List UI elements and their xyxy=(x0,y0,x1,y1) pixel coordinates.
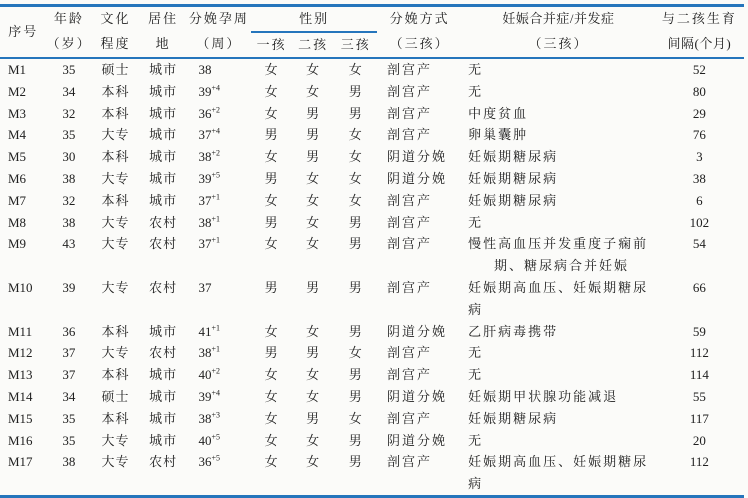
cell-residence: 城市 xyxy=(149,192,178,208)
cell-participant-id: M10 xyxy=(8,279,33,295)
cell-age: 30 xyxy=(62,149,76,165)
table-row xyxy=(0,364,744,386)
cell-age: 32 xyxy=(62,192,76,208)
cell-gender-child1: 女 xyxy=(264,410,279,426)
gestation-days-superscript: +2 xyxy=(211,148,220,158)
cell-complications xyxy=(462,233,655,277)
complication-text-line: 妊娠期糖尿病 xyxy=(468,410,559,426)
cell-delivery-method: 阴道分娩 xyxy=(387,388,448,404)
cell-age: 38 xyxy=(62,170,76,186)
col-header-residence-line2: 地 xyxy=(140,32,187,58)
cell-education: 本科 xyxy=(101,367,130,383)
cell-education: 大专 xyxy=(101,127,130,143)
gestation-weeks-value: 39 xyxy=(198,388,212,404)
cell-gender-child1: 女 xyxy=(264,62,279,77)
cell-complications xyxy=(462,212,655,234)
table-body xyxy=(0,58,744,496)
table-row xyxy=(0,212,744,234)
gestation-weeks-value: 36 xyxy=(198,454,212,470)
cell-gestation-week xyxy=(186,168,251,190)
cell-complications xyxy=(462,277,655,321)
cell-gender-child3: 男 xyxy=(348,388,363,404)
complication-text-line: 无 xyxy=(468,83,484,99)
gestation-days-superscript: +4 xyxy=(211,83,220,93)
cell-gender-child3: 女 xyxy=(348,170,363,186)
complication-text-line: 无 xyxy=(468,367,484,383)
cell-age: 37 xyxy=(62,345,76,361)
cell-birth-interval: 59 xyxy=(692,323,706,339)
cell-complications xyxy=(462,190,655,212)
gestation-weeks-value: 38 xyxy=(198,410,212,426)
cell-residence: 城市 xyxy=(149,170,178,186)
cell-delivery-method: 剖宫产 xyxy=(387,345,433,361)
table-row xyxy=(0,451,744,496)
gestation-weeks-value: 38 xyxy=(198,214,212,230)
cell-gender-child1: 男 xyxy=(264,127,279,143)
cell-age: 34 xyxy=(62,83,76,99)
cell-gender-child2: 女 xyxy=(306,432,321,448)
cell-gender-child3: 女 xyxy=(348,62,363,77)
cell-gender-child2: 女 xyxy=(306,83,321,99)
cell-gender-child1: 男 xyxy=(264,170,279,186)
gestation-weeks-value: 40 xyxy=(198,432,212,448)
cell-birth-interval: 3 xyxy=(696,149,703,165)
cell-residence: 城市 xyxy=(149,105,178,121)
cell-gender-child2: 男 xyxy=(306,127,321,143)
gestation-days-superscript: +2 xyxy=(211,366,220,376)
cell-complications xyxy=(462,321,655,343)
cell-education: 本科 xyxy=(101,149,130,165)
cell-participant-id: M11 xyxy=(8,323,33,339)
gestation-days-superscript: +1 xyxy=(211,192,220,202)
gestation-weeks-value: 36 xyxy=(198,105,212,121)
cell-gender-child1: 女 xyxy=(264,388,279,404)
table-row xyxy=(0,146,744,168)
cell-residence: 城市 xyxy=(149,127,178,143)
complication-text-line: 乙肝病毒携带 xyxy=(468,323,559,339)
cell-gender-child1: 女 xyxy=(264,192,279,208)
gestation-days-superscript: +1 xyxy=(211,345,220,355)
cell-gender-child3: 男 xyxy=(348,279,363,295)
col-header-delivery-line1: 分娩方式 xyxy=(389,11,450,26)
cell-complications xyxy=(462,81,655,103)
cell-birth-interval: 6 xyxy=(696,192,703,208)
cell-gender-child2: 女 xyxy=(306,323,321,339)
table-row xyxy=(0,190,744,212)
gestation-weeks-value: 37 xyxy=(198,127,212,143)
table-header xyxy=(0,6,744,59)
cell-complications xyxy=(462,168,655,190)
cell-gender-child2: 女 xyxy=(306,214,321,230)
col-header-interval-line2: 间隔(个月) xyxy=(655,32,744,58)
cell-education: 本科 xyxy=(101,105,130,121)
cell-gender-child3: 男 xyxy=(348,214,363,230)
cell-birth-interval: 112 xyxy=(689,345,709,361)
cell-gender-child3: 男 xyxy=(348,83,363,99)
cell-delivery-method: 剖宫产 xyxy=(387,454,433,470)
col-header-residence-line1: 居住 xyxy=(148,11,179,26)
cell-participant-id: M1 xyxy=(8,62,27,77)
cell-age: 35 xyxy=(62,62,76,77)
cell-gender-child2: 女 xyxy=(306,170,321,186)
cell-gender-child2: 女 xyxy=(306,367,321,383)
cell-education: 本科 xyxy=(101,410,130,426)
cell-gender-child2: 女 xyxy=(306,62,321,77)
cell-delivery-method: 剖宫产 xyxy=(387,410,433,426)
cell-age: 34 xyxy=(62,388,76,404)
table-row xyxy=(0,81,744,103)
cell-participant-id: M9 xyxy=(8,236,27,252)
cell-gender-child3: 男 xyxy=(348,367,363,383)
cell-age: 32 xyxy=(62,105,76,121)
col-header-delivery-line2: （三孩） xyxy=(377,32,462,58)
cell-participant-id: M15 xyxy=(8,410,33,426)
cell-gestation-week xyxy=(186,451,251,496)
cell-gender-child3: 女 xyxy=(348,410,363,426)
col-header-complications-line2: （三孩） xyxy=(462,32,655,58)
table-row xyxy=(0,233,744,277)
cell-delivery-method: 剖宫产 xyxy=(387,236,433,252)
table-row xyxy=(0,342,744,364)
cell-age: 35 xyxy=(62,127,76,143)
cell-gestation-week xyxy=(186,364,251,386)
gestation-weeks-value: 39 xyxy=(198,83,212,99)
gestation-days-superscript: +3 xyxy=(211,410,220,420)
complication-text-line: 妊娠期糖尿病 xyxy=(468,149,559,165)
cell-gender-child2: 男 xyxy=(306,149,321,165)
cell-delivery-method: 阴道分娩 xyxy=(387,323,448,339)
table-row xyxy=(0,321,744,343)
cell-education: 大专 xyxy=(101,345,130,361)
cell-education: 大专 xyxy=(101,236,130,252)
gestation-weeks-value: 37 xyxy=(198,279,212,295)
cell-participant-id: M2 xyxy=(8,83,27,99)
cell-gender-child3: 女 xyxy=(348,149,363,165)
gestation-days-superscript: +2 xyxy=(211,105,220,115)
cell-complications xyxy=(462,408,655,430)
col-header-gestation-line1: 分娩孕周 xyxy=(188,11,249,26)
cell-age: 35 xyxy=(62,432,76,448)
col-header-gestation-line2: （周） xyxy=(186,32,251,58)
cell-participant-id: M6 xyxy=(8,170,27,186)
cell-birth-interval: 114 xyxy=(689,367,709,383)
cell-education: 大专 xyxy=(101,432,130,448)
cell-gender-child1: 女 xyxy=(264,323,279,339)
cell-participant-id: M8 xyxy=(8,214,27,230)
cell-education: 硕士 xyxy=(101,62,130,77)
cell-delivery-method: 剖宫产 xyxy=(387,192,433,208)
col-header-gender-child3: 三孩 xyxy=(334,32,377,58)
col-header-age-line2: （岁） xyxy=(47,32,92,58)
cell-gender-child3: 男 xyxy=(348,454,363,470)
cell-gestation-week xyxy=(186,212,251,234)
cell-education: 大专 xyxy=(101,214,130,230)
cell-participant-id: M3 xyxy=(8,105,27,121)
cell-gender-child3: 男 xyxy=(348,105,363,121)
cell-residence: 农村 xyxy=(149,454,178,470)
complication-text-line: 妊娠期糖尿病 xyxy=(468,170,559,186)
table-row xyxy=(0,386,744,408)
cell-gender-child1: 女 xyxy=(264,454,279,470)
cell-age: 38 xyxy=(62,214,76,230)
gestation-days-superscript: +4 xyxy=(211,127,220,137)
table-row xyxy=(0,277,744,321)
cell-gender-child2: 男 xyxy=(306,279,321,295)
col-header-education-line2: 程度 xyxy=(91,32,140,58)
col-header-id: 序号 xyxy=(0,6,47,59)
cell-education: 本科 xyxy=(101,323,130,339)
cell-gender-child1: 女 xyxy=(264,105,279,121)
cell-complications xyxy=(462,103,655,125)
cell-delivery-method: 剖宫产 xyxy=(387,279,433,295)
cell-gestation-week xyxy=(186,430,251,452)
table-row xyxy=(0,124,744,146)
cell-education: 本科 xyxy=(101,83,130,99)
gestation-weeks-value: 40 xyxy=(198,367,212,383)
gestation-weeks-value: 38 xyxy=(198,62,212,77)
gestation-weeks-value: 38 xyxy=(198,149,212,165)
cell-birth-interval: 55 xyxy=(692,388,706,404)
complication-text-line: 妊娠期高血压、妊娠期糖尿病 xyxy=(468,279,649,317)
cell-residence: 城市 xyxy=(149,432,178,448)
complication-text-line: 妊娠期糖尿病 xyxy=(468,192,559,208)
cell-age: 36 xyxy=(62,323,76,339)
cell-birth-interval: 80 xyxy=(692,83,706,99)
cell-birth-interval: 112 xyxy=(689,454,709,470)
gestation-days-superscript: +1 xyxy=(211,323,220,333)
cell-gender-child2: 男 xyxy=(306,105,321,121)
cell-gender-child2: 男 xyxy=(306,345,321,361)
gestation-weeks-value: 41 xyxy=(198,323,212,339)
gestation-days-superscript: +1 xyxy=(211,214,220,224)
col-header-gender-child1: 一孩 xyxy=(251,32,292,58)
complication-text-line: 慢性高血压并发重度子痫前 xyxy=(468,236,649,252)
cell-delivery-method: 剖宫产 xyxy=(387,62,433,77)
participants-table xyxy=(0,4,744,498)
complication-text-line: 中度贫血 xyxy=(468,105,529,121)
cell-gender-child2: 女 xyxy=(306,454,321,470)
cell-delivery-method: 阴道分娩 xyxy=(387,149,448,165)
cell-complications xyxy=(462,364,655,386)
cell-education: 本科 xyxy=(101,192,130,208)
col-header-gender-child2: 二孩 xyxy=(292,32,335,58)
cell-birth-interval: 20 xyxy=(692,432,706,448)
cell-residence: 农村 xyxy=(149,345,178,361)
cell-complications xyxy=(462,58,655,81)
col-header-complications-line1: 妊娠合并症/并发症 xyxy=(502,11,615,26)
cell-education: 大专 xyxy=(101,279,130,295)
cell-residence: 城市 xyxy=(149,323,178,339)
cell-gender-child1: 女 xyxy=(264,83,279,99)
cell-complications xyxy=(462,124,655,146)
cell-birth-interval: 38 xyxy=(692,170,706,186)
cell-delivery-method: 剖宫产 xyxy=(387,105,433,121)
cell-gestation-week xyxy=(186,103,251,125)
cell-delivery-method: 剖宫产 xyxy=(387,214,433,230)
complication-text-line: 妊娠期高血压、妊娠期糖尿病 xyxy=(468,454,649,492)
cell-gestation-week xyxy=(186,277,251,321)
cell-complications xyxy=(462,342,655,364)
cell-delivery-method: 阴道分娩 xyxy=(387,432,448,448)
cell-age: 39 xyxy=(62,279,76,295)
gestation-days-superscript: +5 xyxy=(211,454,220,464)
cell-birth-interval: 54 xyxy=(692,236,706,252)
cell-gender-child1: 女 xyxy=(264,236,279,252)
cell-complications xyxy=(462,451,655,496)
col-header-interval-line1: 与二孩生育 xyxy=(661,11,737,26)
cell-gestation-week xyxy=(186,408,251,430)
cell-gender-child2: 女 xyxy=(306,388,321,404)
cell-gender-child1: 男 xyxy=(264,279,279,295)
table-row xyxy=(0,103,744,125)
cell-gestation-week xyxy=(186,58,251,81)
cell-residence: 农村 xyxy=(149,214,178,230)
complication-text-line: 无 xyxy=(468,345,484,361)
cell-residence: 城市 xyxy=(149,83,178,99)
col-header-age-line1: 年龄 xyxy=(53,11,84,26)
cell-gender-child3: 男 xyxy=(348,236,363,252)
gestation-weeks-value: 37 xyxy=(198,236,212,252)
complication-text-line: 无 xyxy=(468,214,484,230)
cell-residence: 农村 xyxy=(149,236,178,252)
complication-text-line: 无 xyxy=(468,432,484,448)
cell-gender-child3: 男 xyxy=(348,323,363,339)
cell-gender-child1: 男 xyxy=(264,214,279,230)
cell-age: 35 xyxy=(62,410,76,426)
cell-participant-id: M13 xyxy=(8,367,33,383)
cell-participant-id: M4 xyxy=(8,127,27,143)
cell-gestation-week xyxy=(186,386,251,408)
cell-age: 37 xyxy=(62,367,76,383)
cell-participant-id: M14 xyxy=(8,388,33,404)
cell-gestation-week xyxy=(186,233,251,277)
cell-gestation-week xyxy=(186,342,251,364)
cell-gender-child3: 男 xyxy=(348,432,363,448)
cell-age: 43 xyxy=(62,236,76,252)
cell-participant-id: M7 xyxy=(8,192,27,208)
cell-gender-child2: 男 xyxy=(306,410,321,426)
cell-education: 大专 xyxy=(101,454,130,470)
table-row xyxy=(0,408,744,430)
cell-residence: 城市 xyxy=(149,367,178,383)
cell-gestation-week xyxy=(186,124,251,146)
table-row xyxy=(0,168,744,190)
cell-complications xyxy=(462,430,655,452)
table-row xyxy=(0,430,744,452)
cell-delivery-method: 剖宫产 xyxy=(387,367,433,383)
gestation-weeks-value: 38 xyxy=(198,345,212,361)
cell-gestation-week xyxy=(186,81,251,103)
cell-residence: 城市 xyxy=(149,388,178,404)
cell-participant-id: M12 xyxy=(8,345,33,361)
cell-residence: 城市 xyxy=(149,410,178,426)
cell-gender-child2: 女 xyxy=(306,236,321,252)
cell-birth-interval: 76 xyxy=(692,127,706,143)
cell-participant-id: M5 xyxy=(8,149,27,165)
cell-birth-interval: 66 xyxy=(692,279,706,295)
gestation-weeks-value: 39 xyxy=(198,170,212,186)
cell-complications xyxy=(462,146,655,168)
cell-education: 硕士 xyxy=(101,388,130,404)
cell-education: 大专 xyxy=(101,170,130,186)
participants-table-container xyxy=(0,4,748,498)
cell-gender-child1: 男 xyxy=(264,345,279,361)
table-row xyxy=(0,58,744,81)
cell-complications xyxy=(462,386,655,408)
cell-gestation-week xyxy=(186,190,251,212)
cell-delivery-method: 阴道分娩 xyxy=(387,170,448,186)
cell-gestation-week xyxy=(186,146,251,168)
cell-residence: 城市 xyxy=(149,62,178,77)
cell-gender-child1: 女 xyxy=(264,367,279,383)
cell-gender-child3: 女 xyxy=(348,127,363,143)
cell-delivery-method: 剖宫产 xyxy=(387,83,433,99)
col-header-gender-group: 性别 xyxy=(251,6,377,33)
cell-delivery-method: 剖宫产 xyxy=(387,127,433,143)
complication-text-line: 卵巢囊肿 xyxy=(468,127,529,143)
gestation-days-superscript: +1 xyxy=(211,236,220,246)
cell-birth-interval: 52 xyxy=(692,62,706,77)
cell-gestation-week xyxy=(186,321,251,343)
gestation-days-superscript: +5 xyxy=(211,170,220,180)
cell-gender-child2: 女 xyxy=(306,192,321,208)
cell-gender-child3: 女 xyxy=(348,192,363,208)
cell-birth-interval: 102 xyxy=(689,214,710,230)
gestation-weeks-value: 37 xyxy=(198,192,212,208)
cell-participant-id: M17 xyxy=(8,454,33,470)
complication-text-line: 无 xyxy=(468,62,484,77)
complication-text-line: 期、糖尿病合并妊娠 xyxy=(493,258,629,274)
col-header-education-line1: 文化 xyxy=(100,11,131,26)
gestation-days-superscript: +4 xyxy=(211,388,220,398)
cell-gender-child1: 女 xyxy=(264,432,279,448)
cell-birth-interval: 29 xyxy=(692,105,706,121)
cell-birth-interval: 117 xyxy=(689,410,709,426)
cell-residence: 农村 xyxy=(149,279,178,295)
cell-age: 38 xyxy=(62,454,76,470)
cell-participant-id: M16 xyxy=(8,432,33,448)
gestation-days-superscript: +5 xyxy=(211,432,220,442)
cell-gender-child1: 女 xyxy=(264,149,279,165)
cell-residence: 城市 xyxy=(149,149,178,165)
cell-gender-child3: 女 xyxy=(348,345,363,361)
complication-text-line: 妊娠期甲状腺功能减退 xyxy=(468,388,619,404)
